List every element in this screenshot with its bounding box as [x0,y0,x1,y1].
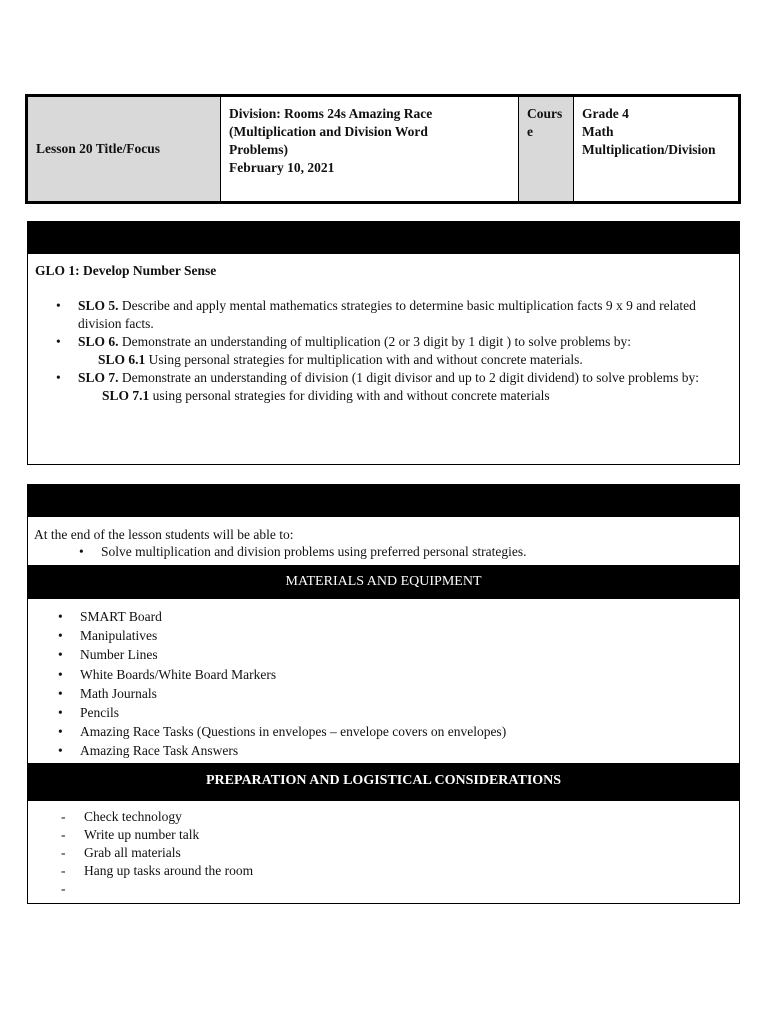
list-item [58,645,506,664]
sub-outcome [78,387,728,405]
bullet-icon: • [58,647,63,663]
list-item [58,741,506,760]
list-item [61,862,253,880]
bullet-icon: • [56,334,61,349]
list-item [61,826,253,844]
prep-item: Write up number talk [84,827,200,842]
outcomes-header-bar [27,221,740,253]
bullet-icon: • [56,298,61,313]
list-item [58,665,506,684]
lesson-label: Lesson 20 Title/Focus [36,141,161,156]
sub-slo-text: using personal strategies for dividing with and without concrete materials [149,388,550,403]
preparation-list [61,808,254,896]
slo-text: Demonstrate an understanding of division (1 digit divisor and up to 2 digit dividend) to solve problems by: [118,370,699,385]
course-grade: Grade 4 [582,106,629,121]
prep-item: Grab all materials [84,845,181,860]
course-info-cell [574,97,738,201]
slo-code: SLO 5. [78,298,119,313]
bullet-icon: • [58,628,63,644]
dash-icon: - [61,845,66,860]
dash-icon: - [61,827,66,842]
lesson-outcome-header-bar [27,484,740,516]
material-item: SMART Board [80,609,162,624]
bullet-icon: • [58,705,63,721]
bullet-icon: • [58,743,63,759]
list-item [56,297,728,333]
preparation-header-bar [27,764,740,800]
list-item [58,684,506,703]
material-item: Pencils [80,705,119,721]
title-line: Problems) [229,142,288,157]
list-item [79,543,527,561]
slo-text: Describe and apply mental mathematics strategies to determine basic multiplication facts 9 x 9 and related division facts. [78,298,696,331]
materials-list [58,607,507,761]
list-item [58,722,507,741]
preparation-header-text: PREPARATION AND LOGISTICAL CONSIDERATIONS [205,773,562,788]
list-item [58,703,506,722]
bullet-icon: • [58,666,63,682]
preparation-box [27,800,740,904]
bullet-icon: • [58,724,63,740]
lesson-outcome-item: Solve multiplication and division problems using preferred personal strategies. [101,544,527,559]
course-topic: Multiplication/Division [582,142,716,157]
bullet-icon: • [56,370,61,385]
sub-outcome [78,351,728,369]
prep-item: Hang up tasks around the room [84,863,254,878]
dash-icon: - [61,809,66,824]
title-line: (Multiplication and Division Word [229,124,428,139]
dash-icon: - [61,881,66,896]
glo-title: GLO 1: Develop Number Sense [35,263,217,278]
lesson-date: February 10, 2021 [229,160,335,175]
lesson-outcome-box [27,516,740,566]
material-item: Number Lines [80,647,158,663]
sub-slo-code: SLO 7.1 [102,388,150,403]
bullet-icon: • [58,609,63,624]
title-line: Division: Rooms 24s Amazing Race [229,106,433,121]
lesson-outcome-intro: At the end of the lesson students will be able to: [34,527,294,542]
course-label: Course [527,106,563,139]
material-item: White Boards/White Board Markers [80,666,277,682]
outcomes-box [27,253,740,465]
material-item: Math Journals [80,685,157,701]
dash-icon: - [61,863,66,878]
materials-header-text: MATERIALS AND EQUIPMENT [285,574,482,589]
slo-code: SLO 6. [78,334,119,349]
list-item [58,607,506,626]
material-item: Amazing Race Tasks (Questions in envelopes – envelope covers on envelopes) [80,724,507,740]
lesson-header-table [25,94,741,204]
prep-item: Check technology [84,809,182,824]
slo-list [56,297,728,405]
lesson-title-cell [221,97,519,201]
sub-slo-code: SLO 6.1 [98,352,146,367]
list-item [58,626,506,645]
sub-slo-text: Using personal strategies for multiplication with and without concrete materials. [145,352,583,367]
slo-code: SLO 7. [78,370,119,385]
list-item [61,808,253,826]
bullet-icon: • [58,685,63,701]
material-item: Amazing Race Task Answers [80,743,239,759]
course-subject: Math [582,124,614,139]
materials-box [27,598,740,764]
list-item [56,333,728,369]
lesson-label-cell [28,97,221,201]
slo-text: Demonstrate an understanding of multiplication (2 or 3 digit by 1 digit ) to solve problems by: [118,334,632,349]
bullet-icon: • [79,544,84,559]
list-item [56,369,728,405]
material-item: Manipulatives [80,628,158,644]
list-item [61,844,253,862]
materials-header-bar [27,566,740,598]
course-label-cell [519,97,574,201]
